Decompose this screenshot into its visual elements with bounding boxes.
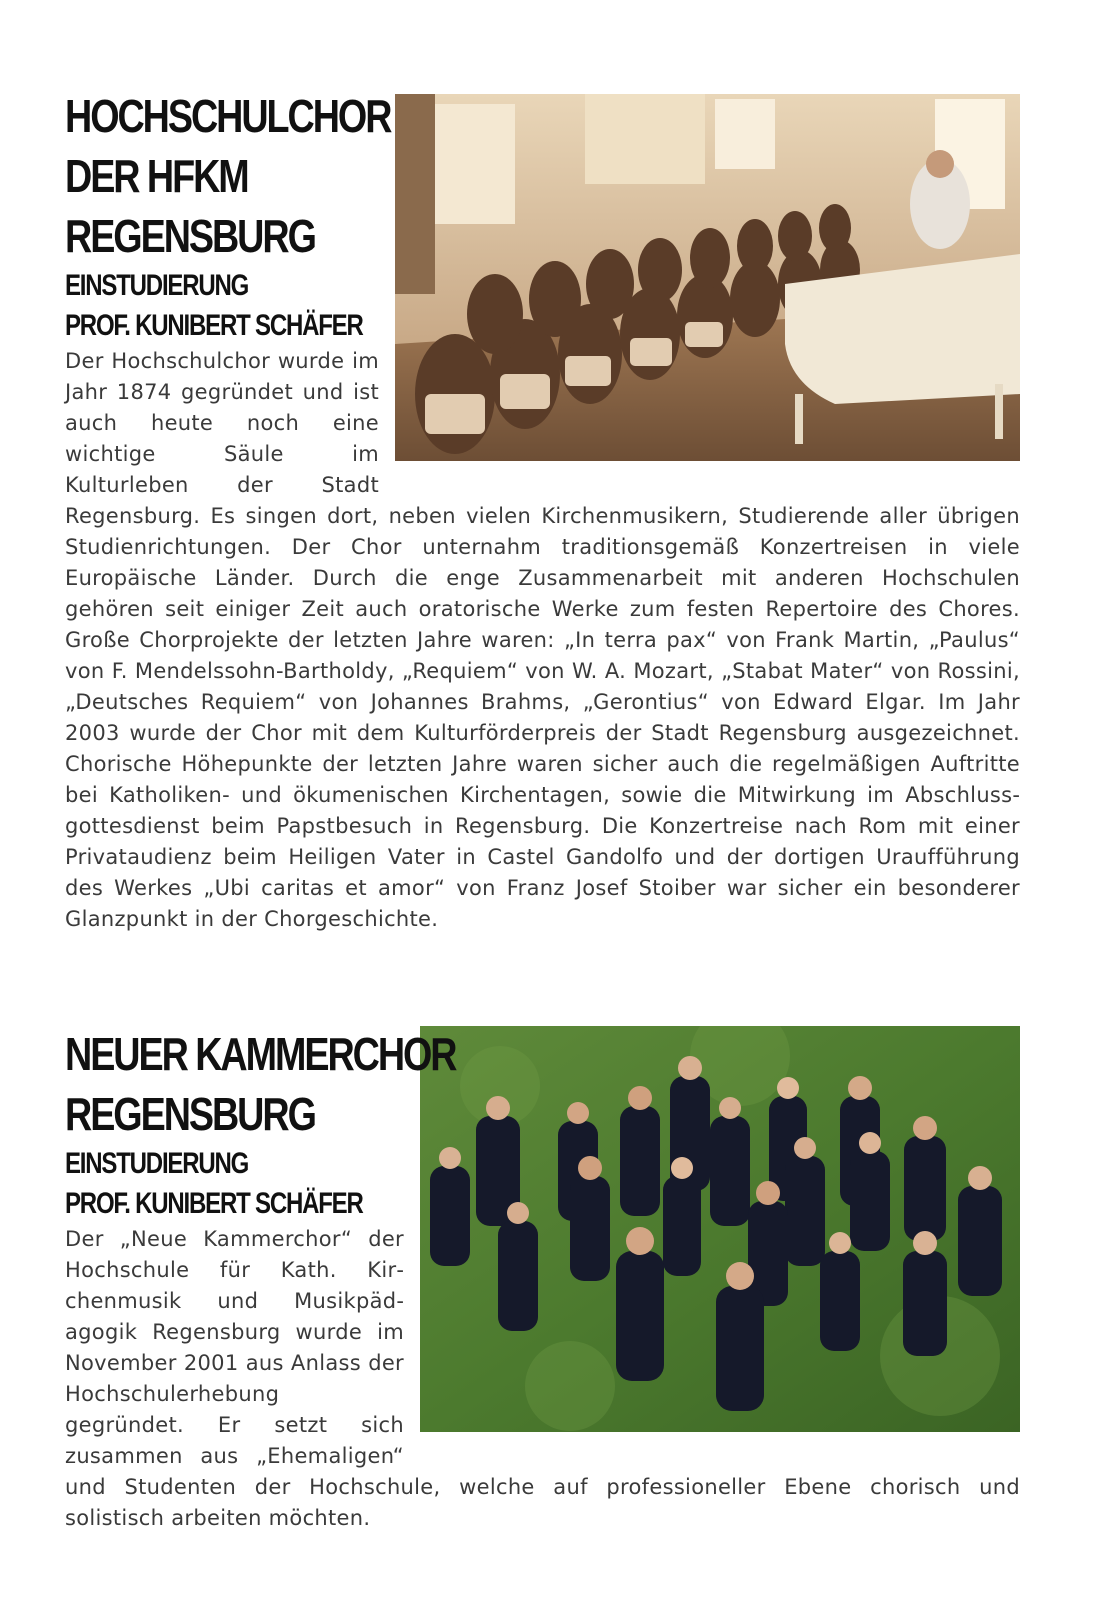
section-subtitle-line: EINSTUDIERUNG (65, 1147, 249, 1180)
section-body-text: Der Hochschulchor wurde im Jahr 1874 gegründet und ist auch heute noch eine wichtige Säule im Kulturleben der Stadt Regensburg. Es singen dort, neben vielen Kirchenmusikern, Studierende aller übrigen Studienrichtungen. Der Chor unternahm traditionsgemäß Konzertreisen in viele Europäische Länder. Durch die enge Zusammenarbeit mit anderen Hochschulen gehören seit einiger Zeit auch oratorische Werke zum festen Repertoire des Chores. Große Chorprojekte der letzten Jahre waren: „In terra pax“ von Frank Martin, „Paulus“ von F. Mendelssohn-Bartholdy, „Requiem“ von W. A. Mozart, „Stabat Mater“ von Rossini, „Deutsches Requiem“ von Johannes Brahms, „Gerontius“ von Edward Elgar. Im Jahr 2003 wurde der Chor mit dem Kulturförderpreis der Stadt Regensburg ausgezeichnet. Chorische Höhepunkte der letzten Jahre waren sicher auch die regelmäßigen Auftritte bei Katholiken- und ökumenischen Kirchentagen, sowie die Mitwirkung im Abschlussgottesdienst beim Papstbesuch in Regensburg. Die Konzertreise nach Rom mit einer Privataudienz beim Heiligen Vater in Castel Gandolfo und der dortigen Uraufführung des Werkes „Ubi caritas et amor“ von Franz Josef Stoiber war sicher ein besonderer Glanzpunkt in der Chorgeschichte. (65, 349, 1020, 931)
section-title-line: NEUER KAMMERCHOR (65, 1028, 456, 1080)
section-subtitle-line: EINSTUDIERUNG (65, 269, 249, 302)
section-title-line: DER HFKM (65, 150, 248, 202)
section-title-line: REGENSBURG (65, 1088, 315, 1140)
section-title-line: HOCHSCHULCHOR (65, 90, 391, 142)
section-title-line: REGENSBURG (65, 210, 315, 262)
section-hochschulchor (65, 86, 1020, 935)
section-subtitle-line: PROF. KUNIBERT SCHÄFER (65, 1187, 363, 1220)
section-neuer-kammerchor (65, 1024, 1020, 1534)
section-subtitle-line: PROF. KUNIBERT SCHÄFER (65, 309, 363, 342)
section-body-text: Der „Neue Kammerchor“ der Hochschule für Kath. Kirchenmusik und Musikpädagogik Regensburg wurde im November 2001 aus Anlass der Hochschulerhebung gegründet. Er setzt sich zusammen aus „Ehemaligen“ und Studenten der Hochschule, welche auf professioneller Ebene chorisch und solistisch arbeiten möchten. (65, 1227, 1020, 1530)
